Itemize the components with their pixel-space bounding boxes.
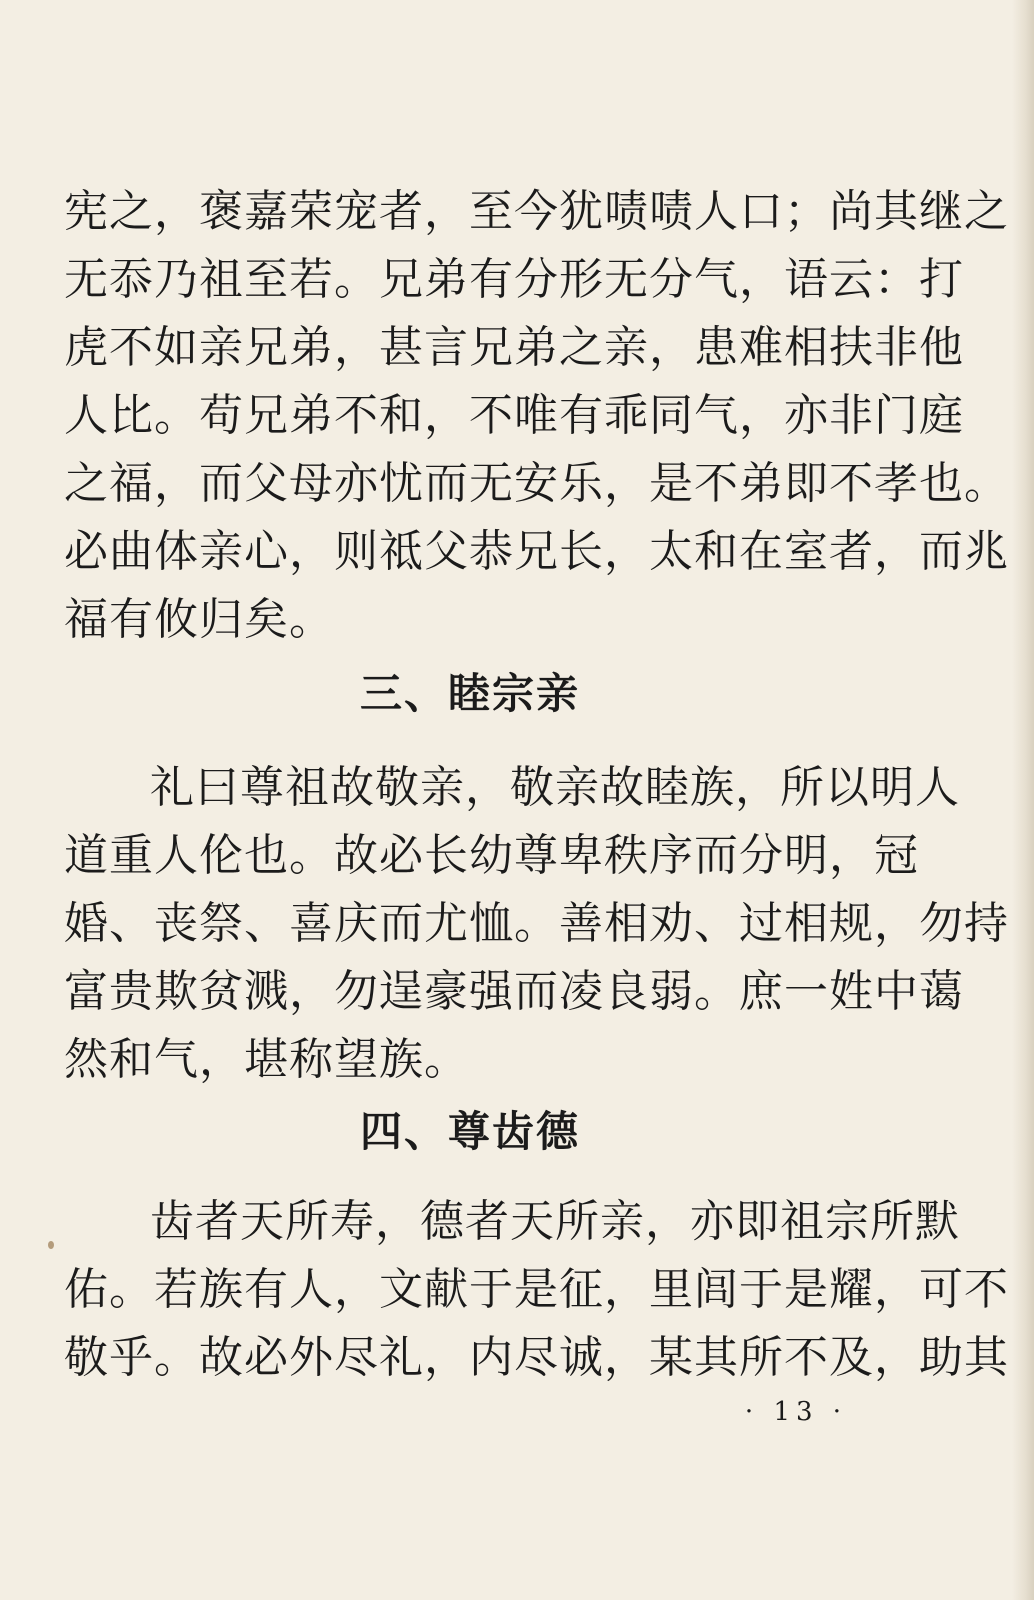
text-line: 人比。苟兄弟不和，不唯有乖同气，亦非门庭 [64, 390, 964, 441]
text-line: 敬乎。故必外尽礼，内尽诚，某其所不及，助其 [64, 1332, 1009, 1383]
text-line: 福有攸归矣。 [64, 594, 334, 645]
section-heading: 三、睦宗亲 [359, 669, 580, 718]
text-line: 然和气，堪称望族。 [64, 1034, 469, 1085]
text-line: 宪之，褒嘉荣宠者，至今犹啧啧人口；尚其继之 [64, 186, 1009, 237]
text-line: 齿者天所寿，德者天所亲，亦即祖宗所默 [150, 1196, 960, 1247]
text-line: 虎不如亲兄弟，甚言兄弟之亲，患难相扶非他 [64, 322, 964, 373]
text-line: 佑。若族有人，文献于是征，里闾于是耀，可不 [64, 1264, 1009, 1315]
page-edge-shadow [1012, 0, 1034, 1600]
page-number: · 13 · [744, 1397, 848, 1427]
text-line: 礼曰尊祖故敬亲，敬亲故睦族，所以明人 [150, 762, 960, 813]
paper-speck [48, 1241, 54, 1249]
text-line: 道重人伦也。故必长幼尊卑秩序而分明，冠 [64, 830, 919, 881]
text-line: 婚、丧祭、喜庆而尤恤。善相劝、过相规，勿持 [64, 898, 1009, 949]
text-line: 富贵欺贫溅，勿逞豪强而凌良弱。庶一姓中蔼 [64, 966, 964, 1017]
text-line: 无忝乃祖至若。兄弟有分形无分气，语云：打 [64, 254, 964, 305]
text-line: 之福，而父母亦忧而无安乐，是不弟即不孝也。 [64, 458, 1009, 509]
text-line: 必曲体亲心，则祗父恭兄长，太和在室者，而兆 [64, 526, 1009, 577]
section-heading: 四、尊齿德 [359, 1107, 580, 1156]
